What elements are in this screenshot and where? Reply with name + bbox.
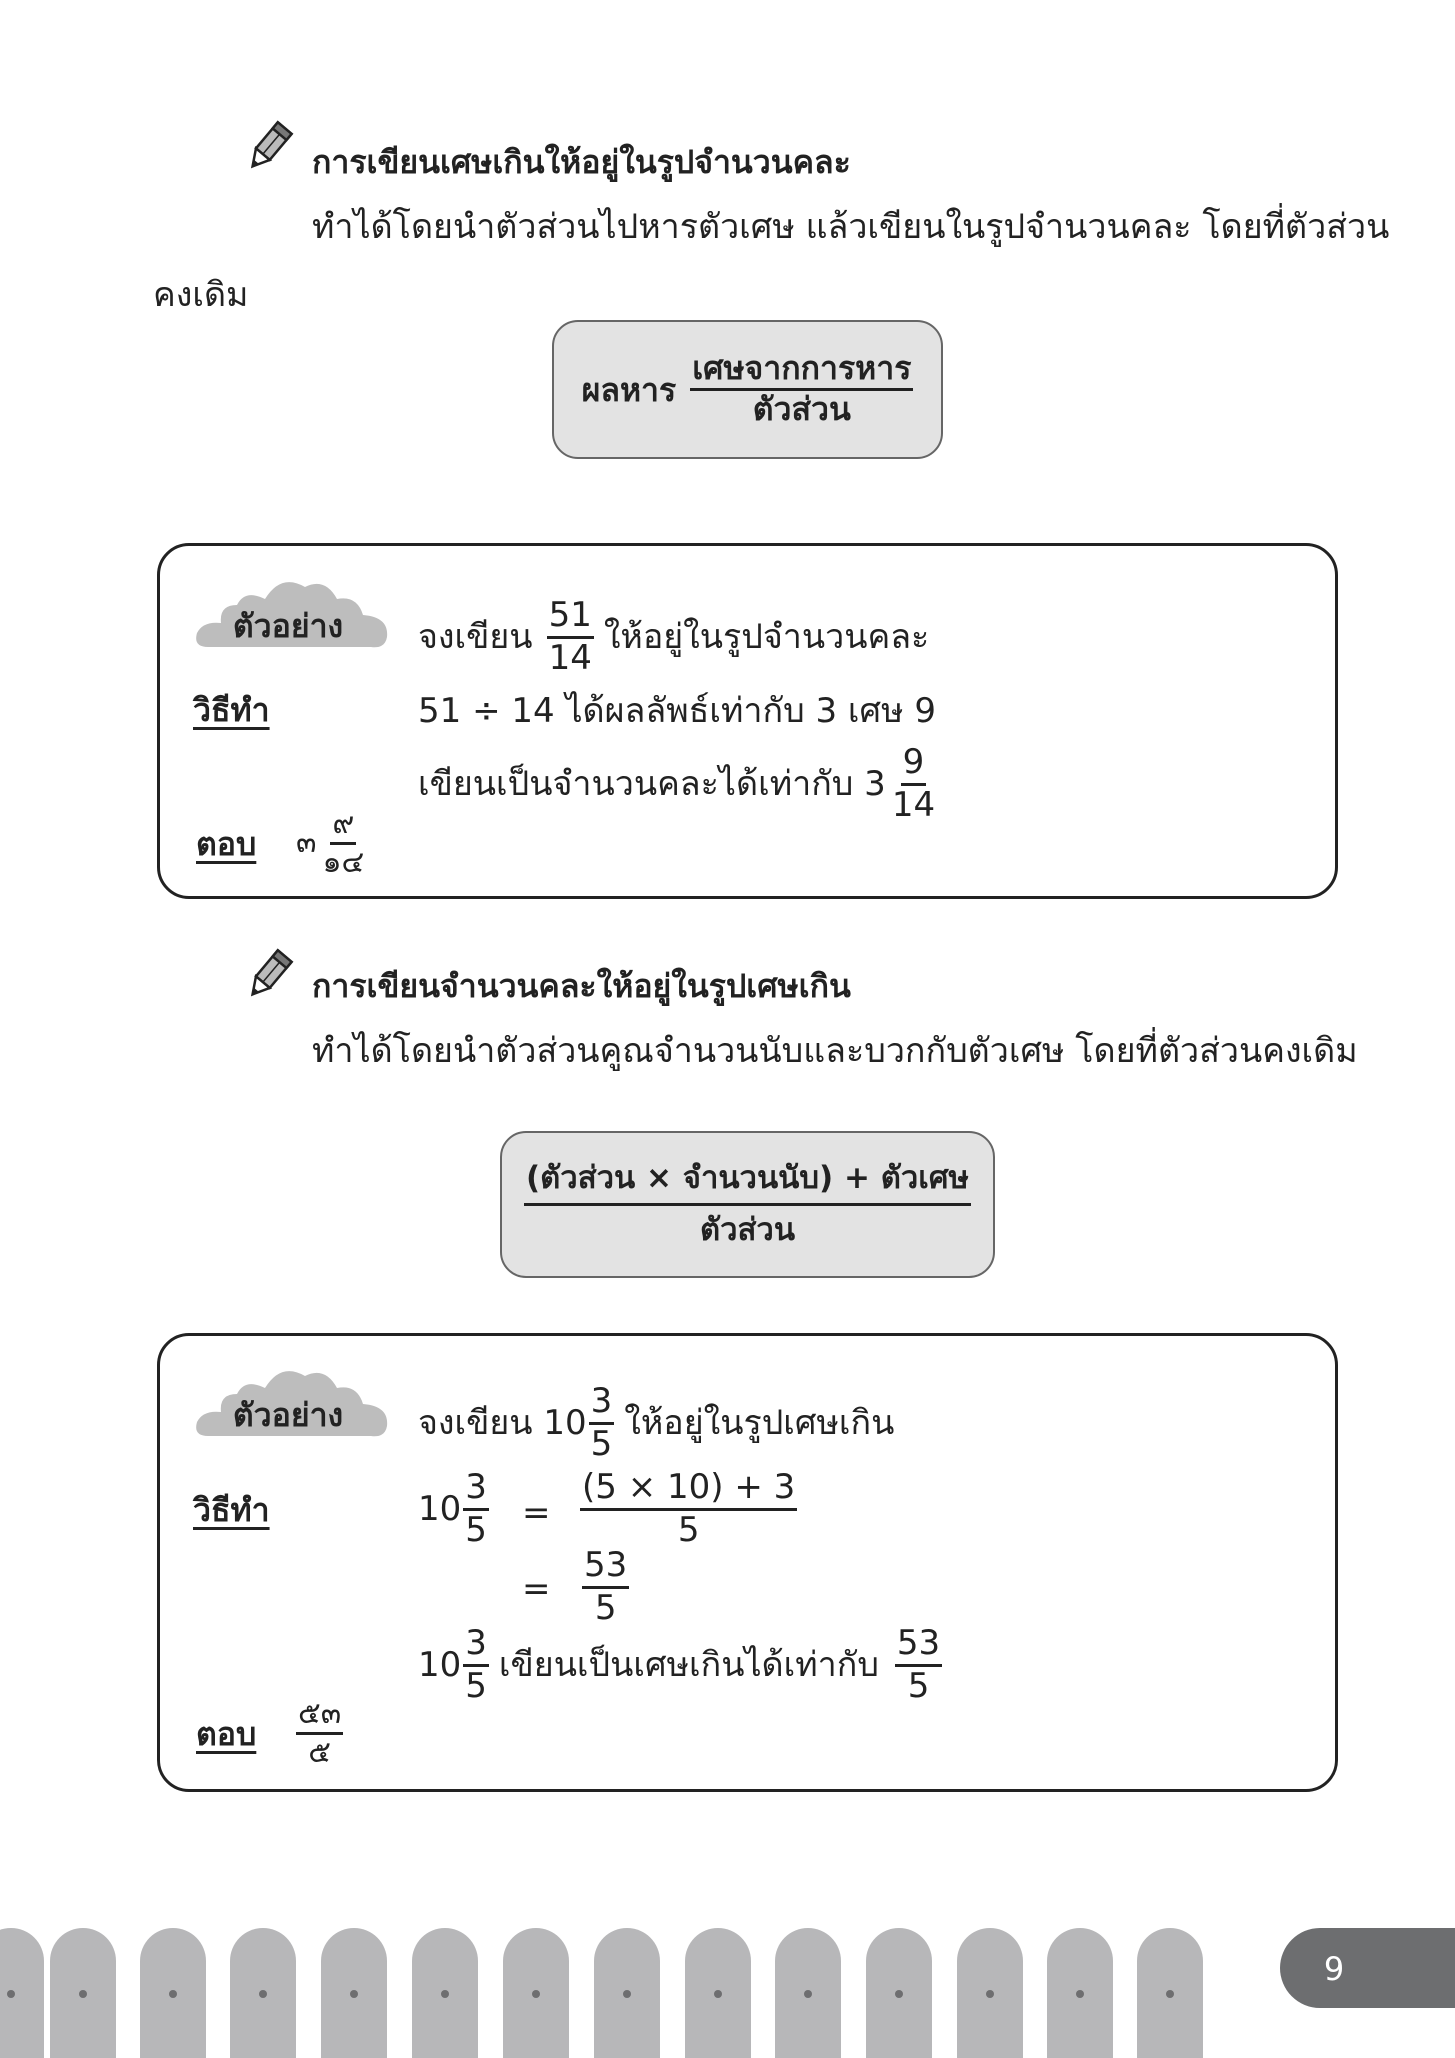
- formula-denominator: ตัวส่วน: [752, 390, 851, 428]
- example1-badge-label: ตัวอย่าง: [232, 607, 344, 645]
- formula-box-mixed: [552, 320, 943, 459]
- example2-row1-num: 3: [463, 1470, 489, 1511]
- example2-prompt-post: ให้อยู่ในรูปเศษเกิน: [624, 1403, 895, 1444]
- example2-answer-num: ๕๓: [296, 1698, 343, 1735]
- example2-answer-fraction: [296, 1698, 343, 1768]
- example2-badge-label: ตัวอย่าง: [232, 1396, 344, 1434]
- example2-conclusion-den: 5: [465, 1665, 487, 1706]
- example2-row2-den: 5: [594, 1587, 617, 1628]
- section1-description-cont: คงเดิม: [153, 275, 249, 315]
- fence-post: [685, 1928, 751, 2058]
- pencil-icon: [240, 948, 296, 1004]
- fence-post: [594, 1928, 660, 2058]
- formula-numerator: เศษจากการหาร: [690, 352, 913, 391]
- example2-row1-rhs: [580, 1467, 797, 1550]
- example2-conclusion-fraction: [463, 1623, 489, 1706]
- example1-step2-text: เขียนเป็นจำนวนคละได้เท่ากับ 3: [418, 764, 886, 805]
- example1-answer-fraction: [321, 808, 367, 878]
- formula2-fraction: [524, 1162, 971, 1246]
- example1-prompt-pre: จงเขียน: [418, 617, 533, 658]
- example1-step2-den: 14: [891, 784, 936, 825]
- fence-post: [1047, 1928, 1113, 2058]
- example2-prompt: [418, 1381, 895, 1464]
- example2-row1-lhs: [418, 1467, 489, 1550]
- example1-badge: [193, 565, 403, 665]
- fence-post: [0, 1928, 44, 2058]
- fence-post: [503, 1928, 569, 2058]
- example1-prompt-fraction: [547, 595, 594, 678]
- example2-row1-whole: 10: [418, 1489, 462, 1530]
- example2-row1-equals: =: [522, 1493, 551, 1533]
- example1-answer-label: ตอบ: [196, 825, 257, 863]
- example1-step2-num: 9: [901, 745, 927, 786]
- example2-method-label: วิธีทำ: [193, 1491, 270, 1529]
- example2-conclusion-res-den: 5: [907, 1665, 930, 1706]
- example2-row1-den: 5: [465, 1509, 487, 1550]
- example2-conclusion-text: เขียนเป็นเศษเกินได้เท่ากับ: [498, 1645, 879, 1686]
- example2-row1-fraction: [463, 1467, 489, 1550]
- example1-prompt-den: 14: [548, 637, 592, 678]
- example2-badge: [193, 1354, 403, 1454]
- example2-conclusion: [418, 1623, 942, 1706]
- example1-answer-den: ๑๔: [322, 844, 365, 880]
- example2-prompt-num: 3: [589, 1384, 615, 1425]
- fence-post: [230, 1928, 296, 2058]
- fence-post: [866, 1928, 932, 2058]
- page-number: 9: [1323, 1950, 1345, 1988]
- section2-heading: การเขียนจำนวนคละให้อยู่ในรูปเศษเกิน: [312, 967, 851, 1005]
- fence-post: [412, 1928, 478, 2058]
- formula-quotient: ผลหาร: [581, 370, 677, 409]
- example2-row1-rhs-num: (5 × 10) + 3: [580, 1470, 797, 1511]
- example2-row2-equals: =: [522, 1569, 551, 1609]
- pencil-icon: [240, 120, 296, 176]
- example1-step2: [418, 742, 937, 825]
- example2-conclusion-whole: 10: [418, 1645, 462, 1686]
- example1-prompt-num: 51: [547, 598, 594, 639]
- example2-row2-num: 53: [582, 1548, 629, 1589]
- fence-post: [957, 1928, 1023, 2058]
- section1-heading: การเขียนเศษเกินให้อยู่ในรูปจำนวนคละ: [312, 143, 851, 181]
- formula-fraction: [690, 349, 913, 428]
- formula2-numerator: (ตัวส่วน × จำนวนนับ) + ตัวเศษ: [524, 1162, 971, 1206]
- example2-row2: [582, 1545, 629, 1628]
- example1-prompt: [418, 595, 930, 678]
- fence-post: [50, 1928, 116, 2058]
- example2-conclusion-res-num: 53: [895, 1626, 942, 1667]
- fence-post: [321, 1928, 387, 2058]
- example2-row2-fraction: [582, 1545, 629, 1628]
- example2-row1-rhs-den: 5: [677, 1509, 700, 1550]
- example2-prompt-fraction: [589, 1381, 615, 1464]
- formula-box-improper: [500, 1131, 995, 1278]
- example2-answer-den: ๕: [308, 1734, 331, 1770]
- section2-description: ทำได้โดยนำตัวส่วนคูณจำนวนนับและบวกกับตัวเศษ โดยที่ตัวส่วนคงเดิม: [312, 1031, 1358, 1071]
- example1-answer: [296, 808, 366, 878]
- example2-conclusion-num: 3: [463, 1626, 489, 1667]
- example1-prompt-post: ให้อยู่ในรูปจำนวนคละ: [603, 617, 930, 658]
- example2-answer-label: ตอบ: [196, 1715, 257, 1753]
- example2-prompt-den: 5: [590, 1423, 613, 1464]
- example1-step1: 51 ÷ 14 ได้ผลลัพธ์เท่ากับ 3 เศษ 9: [418, 691, 936, 731]
- example2-answer: [296, 1698, 343, 1768]
- section1-description: ทำได้โดยนำตัวส่วนไปหารตัวเศษ แล้วเขียนในรูปจำนวนคละ โดยที่ตัวส่วน: [312, 207, 1390, 247]
- example1-answer-num: ๙: [330, 808, 356, 845]
- formula2-denominator: ตัวส่วน: [699, 1212, 796, 1248]
- fence-post: [140, 1928, 206, 2058]
- fence-post: [775, 1928, 841, 2058]
- example2-prompt-pre: จงเขียน 10: [418, 1403, 587, 1444]
- fence-post: [1137, 1928, 1203, 2058]
- example2-conclusion-result: [895, 1623, 942, 1706]
- example1-answer-whole: ๓: [296, 825, 317, 860]
- example1-method-label: วิธีทำ: [193, 691, 270, 729]
- example2-row1-rhs-fraction: [580, 1467, 797, 1550]
- page-number-tab: [1280, 1928, 1455, 2008]
- example1-step2-fraction: [890, 742, 937, 825]
